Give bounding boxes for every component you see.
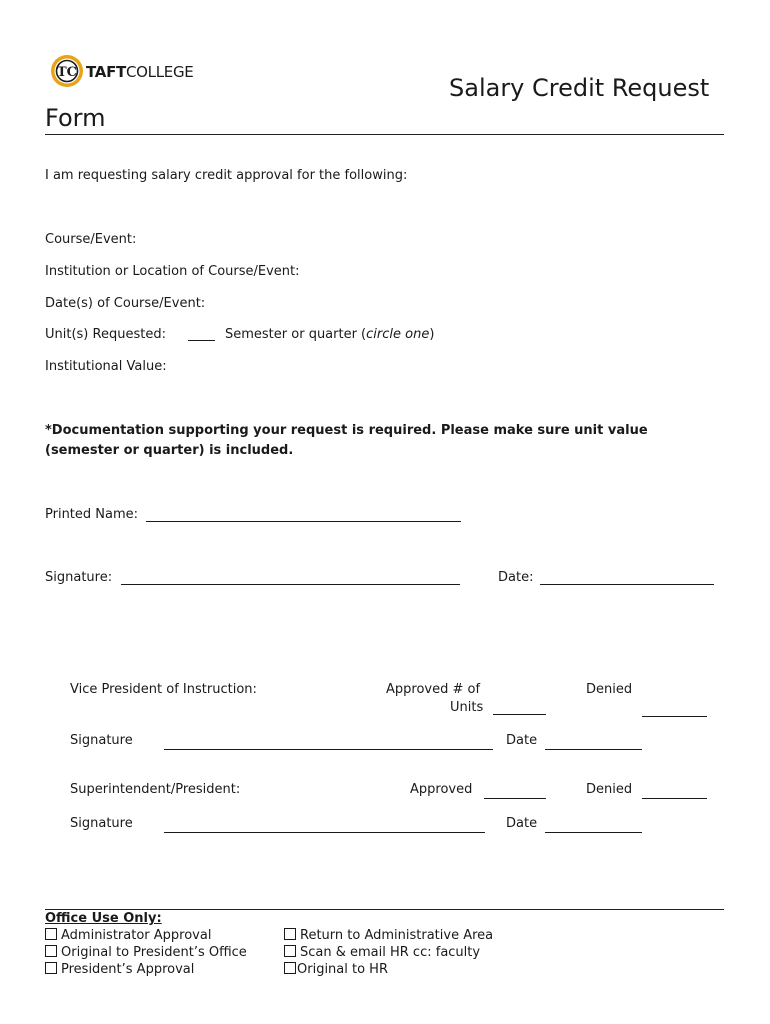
signature-label: Signature:	[45, 570, 113, 585]
superintendent-approved-line[interactable]	[484, 798, 546, 799]
vp-date-label: Date	[506, 733, 538, 748]
checkbox-icon[interactable]	[284, 928, 296, 940]
superintendent-denied-label: Denied	[586, 782, 633, 797]
date-label: Date:	[498, 570, 534, 585]
checkbox-administrator-approval[interactable]: Administrator Approval	[45, 928, 211, 943]
checkbox-icon[interactable]	[45, 928, 57, 940]
superintendent-approved-label: Approved	[410, 782, 473, 797]
approved-units-line[interactable]	[493, 714, 546, 715]
checkbox-presidents-approval[interactable]: President’s Approval	[45, 962, 194, 977]
vp-signature-label: Signature	[70, 733, 133, 748]
superintendent-denied-line[interactable]	[642, 798, 707, 799]
printed-name-line[interactable]	[146, 521, 461, 522]
checkbox-return-to-administrative-area[interactable]: Return to Administrative Area	[284, 928, 493, 943]
checkbox-original-to-presidents-office[interactable]: Original to President’s Office	[45, 945, 247, 960]
form-title: Salary Credit Request	[449, 74, 710, 102]
vp-signature-line[interactable]	[164, 749, 493, 750]
vp-date-line[interactable]	[545, 749, 642, 750]
approved-units-label-line1: Approved # of	[386, 682, 481, 697]
signature-line-end	[433, 584, 460, 585]
checkbox-icon[interactable]	[45, 962, 57, 974]
taft-college-logo-icon	[50, 54, 84, 88]
intro-text: I am requesting salary credit approval for the following:	[45, 168, 408, 183]
units-requested-label: Unit(s) Requested:	[45, 327, 166, 342]
vp-denied-line[interactable]	[642, 716, 707, 717]
checkbox-icon[interactable]	[284, 945, 296, 957]
form-title-continued: Form	[45, 104, 106, 132]
vp-denied-label: Denied	[586, 682, 633, 697]
superintendent-signature-label: Signature	[70, 816, 133, 831]
institution-label: Institution or Location of Course/Event:	[45, 264, 300, 279]
semester-or-quarter-label: Semester or quarter (circle one)	[225, 327, 435, 342]
date-line[interactable]	[540, 584, 714, 585]
printed-name-label: Printed Name:	[45, 507, 139, 522]
svg-text:TC: TC	[56, 65, 78, 80]
signature-line[interactable]	[121, 584, 433, 585]
documentation-note-line1: *Documentation supporting your request is required. Please make sure unit value	[45, 423, 648, 438]
superintendent-date-line[interactable]	[545, 832, 642, 833]
dates-label: Date(s) of Course/Event:	[45, 296, 206, 311]
checkbox-original-to-hr[interactable]: Original to HR	[284, 962, 388, 977]
header-rule	[45, 134, 724, 135]
superintendent-signature-line[interactable]	[164, 832, 485, 833]
superintendent-label: Superintendent/President:	[70, 782, 241, 797]
office-use-heading: Office Use Only:	[45, 911, 162, 926]
course-event-label: Course/Event:	[45, 232, 137, 247]
checkbox-icon[interactable]	[45, 945, 57, 957]
office-use-rule	[45, 909, 724, 910]
college-name: TAFTCOLLEGE	[86, 63, 194, 81]
units-requested-blank[interactable]	[188, 340, 215, 341]
documentation-note-line2: (semester or quarter) is included.	[45, 443, 294, 458]
checkbox-icon[interactable]	[284, 962, 296, 974]
superintendent-date-label: Date	[506, 816, 538, 831]
vp-instruction-label: Vice President of Instruction:	[70, 682, 257, 697]
checkbox-scan-email-hr[interactable]: Scan & email HR cc: faculty	[284, 945, 480, 960]
approved-units-label-line2: Units	[450, 700, 484, 715]
institutional-value-label: Institutional Value:	[45, 359, 167, 374]
